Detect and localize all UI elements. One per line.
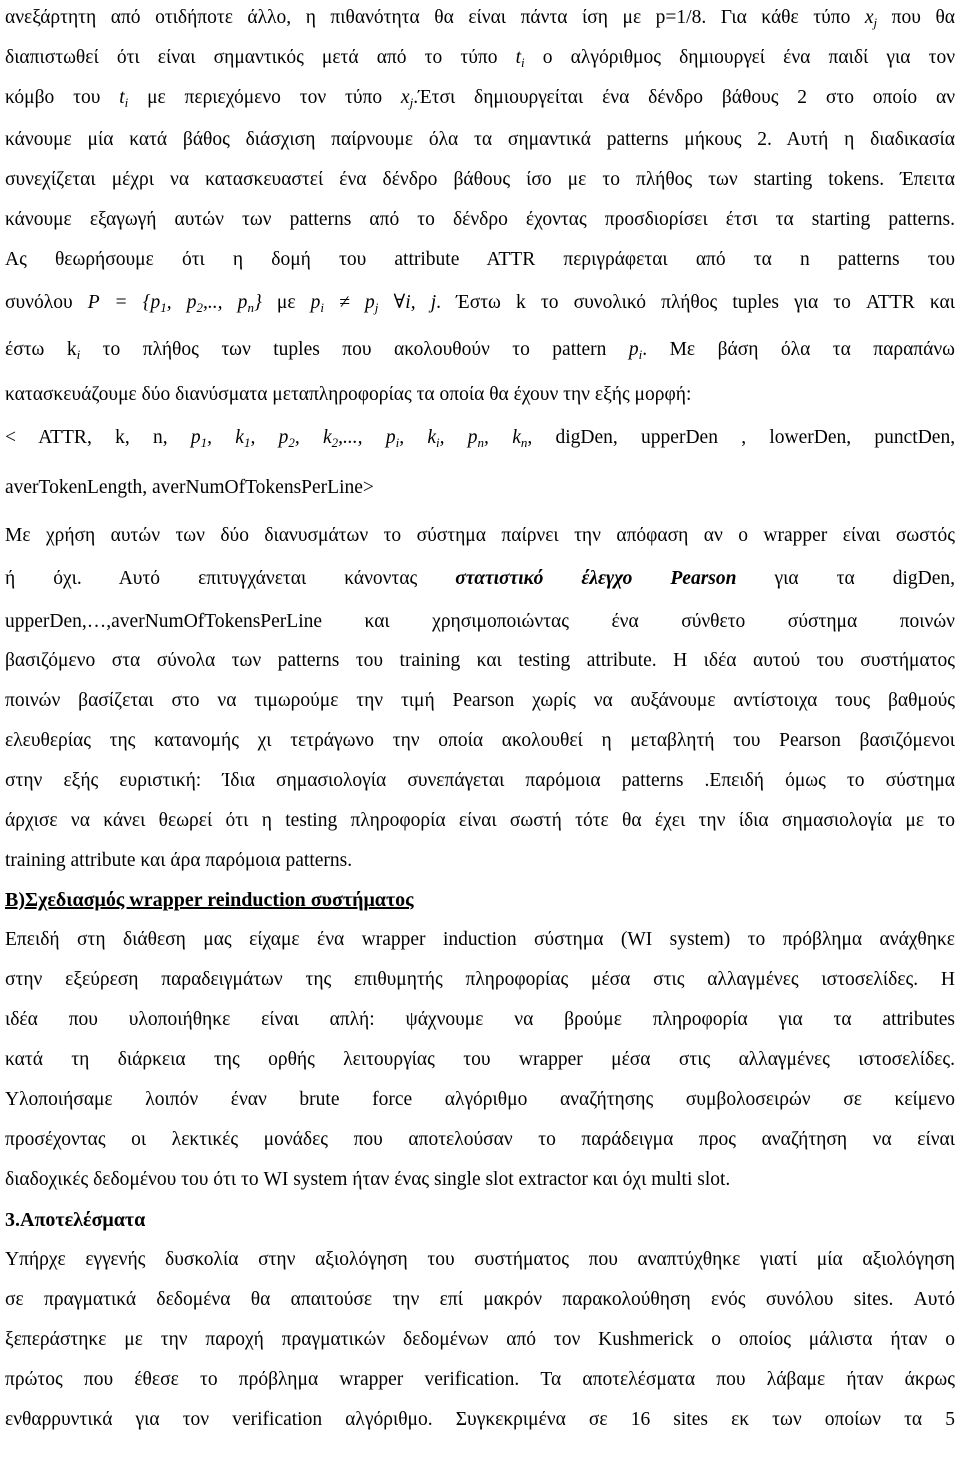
paragraph-line: < ATTR, k, n, $p_1$, $k_1$, $p_2$, $k_2$,..., $p_i$, $k_i$, $p_n$, $k_n$, digDen, upperDen , lowerDen, punctDen, [5, 427, 956, 450]
paragraph-line: Επειδή στη διάθεση μας είχαμε ένα wrapper induction σύστημα (WI system) το πρόβλημα ανάχθηκε [5, 929, 955, 950]
paragraph-line: averTokenLength, averNumOfTokensPerLine> [5, 477, 374, 498]
paragraph-line: upperDen,…,averNumOfTokensPerLine και χρησιμοποιώντας ένα σύνθετο σύστημα ποινών [5, 611, 955, 632]
paragraph-line: κόμβο του $t_i$ με περιεχόμενο τον τύπο $x_j.Έ\tau\sigma\iota$ δημιουργείται ένα δένδρο βάθους 2 στο οποίο αν [5, 87, 956, 110]
paragraph-line: προσέχοντας οι λεκτικές μονάδες που αποτελούσαν το παράδειγμα προς αναζήτηση να είναι [5, 1129, 955, 1150]
paragraph-line: Υλοποιήσαμε λοιπόν έναν brute force αλγόριθμο αναζήτησης συμβολοσειρών σε κείμενο [5, 1089, 955, 1110]
paragraph-line: συνεχίζεται μέχρι να κατασκευαστεί ένα δένδρο βάθους ίσο με το πλήθος των starting tokens. Έπειτα [5, 169, 955, 190]
paragraph-line: Ας θεωρήσουμε ότι η δομή του attribute ATTR περιγράφεται από τα n patterns του [5, 249, 955, 270]
paragraph-line: Υπήρχε εγγενής δυσκολία στην αξιολόγηση του συστήματος που αναπτύχθηκε γιατί μία αξιολόγηση [5, 1249, 955, 1270]
paragraph-line: κατασκευάζουμε δύο διανύσματα μεταπληροφορίας τα οποία θα έχουν την εξής μορφή: [5, 384, 692, 405]
paragraph-line: στην εξεύρεση παραδειγμάτων της επιθυμητής πληροφορίας μέσα στις αλλαγμένες ιστοσελίδες. Η [5, 969, 955, 990]
paragraph-line: κατά τη διάρκεια της ορθής λειτουργίας του wrapper μέσα στις αλλαγμένες ιστοσελίδες. [5, 1049, 955, 1070]
paragraph-line: σε πραγματικά δεδομένα θα απαιτούσε την επί μακρόν παρακολούθηση ενός συνόλου sites. Αυτό [5, 1289, 955, 1310]
emphasis-pearson-test: στατιστικό έλεγχο Pearson [455, 568, 737, 589]
paragraph-line: training attribute και άρα παρόμοια patterns. [5, 850, 353, 871]
paragraph-line: συνόλου $P = \{p_1$, $p_2$,.., $p_n$} με $p_i \ne p_j$ ∀i, j. Έστω k το συνολικό πλήθος tuples για το ATTR και [5, 292, 956, 315]
section-heading-results: 3.Αποτελέσματα [5, 1209, 146, 1231]
vector-formula: $p_1$, $k_1$, $p_2$, $k_2$,..., $p_i$, $k_i$, $p_n$, $k_n$ [190, 427, 528, 450]
paragraph-line: έστω $k_i$ το πλήθος των tuples που ακολουθούν το pattern $p_i$. Με βάση όλα τα παραπάνω [5, 339, 955, 362]
paragraph-line: ιδέα που υλοποιήθηκε είναι απλή: ψάχνουμε να βρούμε πληροφορία για τα attributes [5, 1009, 955, 1030]
paragraph-line: ποινών βασίζεται στο να τιμωρούμε την τιμή Pearson χωρίς να αυξάνουμε αντίστοιχα τους βαθμούς [5, 690, 955, 711]
set-formula: $P = \{p_1$, $p_2$,.., $p_n$} [87, 292, 262, 315]
paragraph-line: ξεπεράστηκε με την παροχή πραγματικών δεδομένων από τον Kushmerick ο οποίος μάλιστα ήταν ο [5, 1329, 955, 1350]
paragraph-line: ελευθερίας της κατανομής χι τετράγωνο την οποία ακολουθεί η μεταβλητή του Pearson βασιζόμενοι [5, 730, 955, 751]
paragraph-line: διαπιστωθεί ότι είναι σημαντικός μετά από το τύπο $t_i$ ο αλγόριθμος δημιουργεί ένα παιδί για τον [5, 47, 956, 70]
paragraph-line: κάνουμε μία κατά βάθος διάσχιση παίρνουμε όλα τα σημαντικά patterns μήκους 2. Αυτή η διαδικασία [5, 129, 955, 150]
paragraph-line: Με χρήση αυτών των δύο διανυσμάτων το σύστημα παίρνει την απόφαση αν ο wrapper είναι σωστός [5, 525, 955, 546]
paragraph-line: στην εξής ευριστική: Ίδια σημασιολογία συνεπάγεται παρόμοια patterns .Επειδή όμως το σύστημα [5, 770, 955, 791]
paragraph-line: κάνουμε εξαγωγή αυτών των patterns από το δένδρο έχοντας προσδιορίσει έτσι τα starting patterns. [5, 209, 955, 230]
paragraph-line: βασιζόμενο στα σύνολα των patterns του training και testing attribute. Η ιδέα αυτού του συστήματος [5, 650, 955, 671]
paragraph-line: ανεξάρτητη από οτιδήποτε άλλο, η πιθανότητα θα είναι πάντα ίση με p=1/8. Για κάθε τύπο $x_j$ που θα [5, 7, 955, 30]
paragraph-line: πρώτος που έθεσε το πρόβλημα wrapper verification. Τα αποτελέσματα που λάβαμε ήταν άκρως [5, 1369, 955, 1390]
paragraph-line: ή όχι. Αυτό επιτυγχάνεται κάνοντας στατιστικό έλεγχο Pearson για τα digDen, [5, 568, 955, 589]
paragraph-line: άρχισε να κάνει θεωρεί ότι η testing πληροφορία είναι σωστή τότε θα έχει την ίδια σημασιολογία με το [5, 810, 955, 831]
paragraph-line: ενθαρρυντικά για τον verification αλγόριθμο. Συγκεκριμένα σε 16 sites εκ των οποίων τα 5 [5, 1409, 955, 1430]
section-heading-b: B)Σχεδιασμός wrapper reinduction συστήματος [5, 889, 414, 911]
inequality-formula: $p_i \ne p_j$ ∀i, j [310, 292, 437, 315]
paragraph-line: διαδοχικές δεδομένου του ότι το WI system ήταν ένας single slot extractor και όχι multi slot. [5, 1169, 731, 1190]
